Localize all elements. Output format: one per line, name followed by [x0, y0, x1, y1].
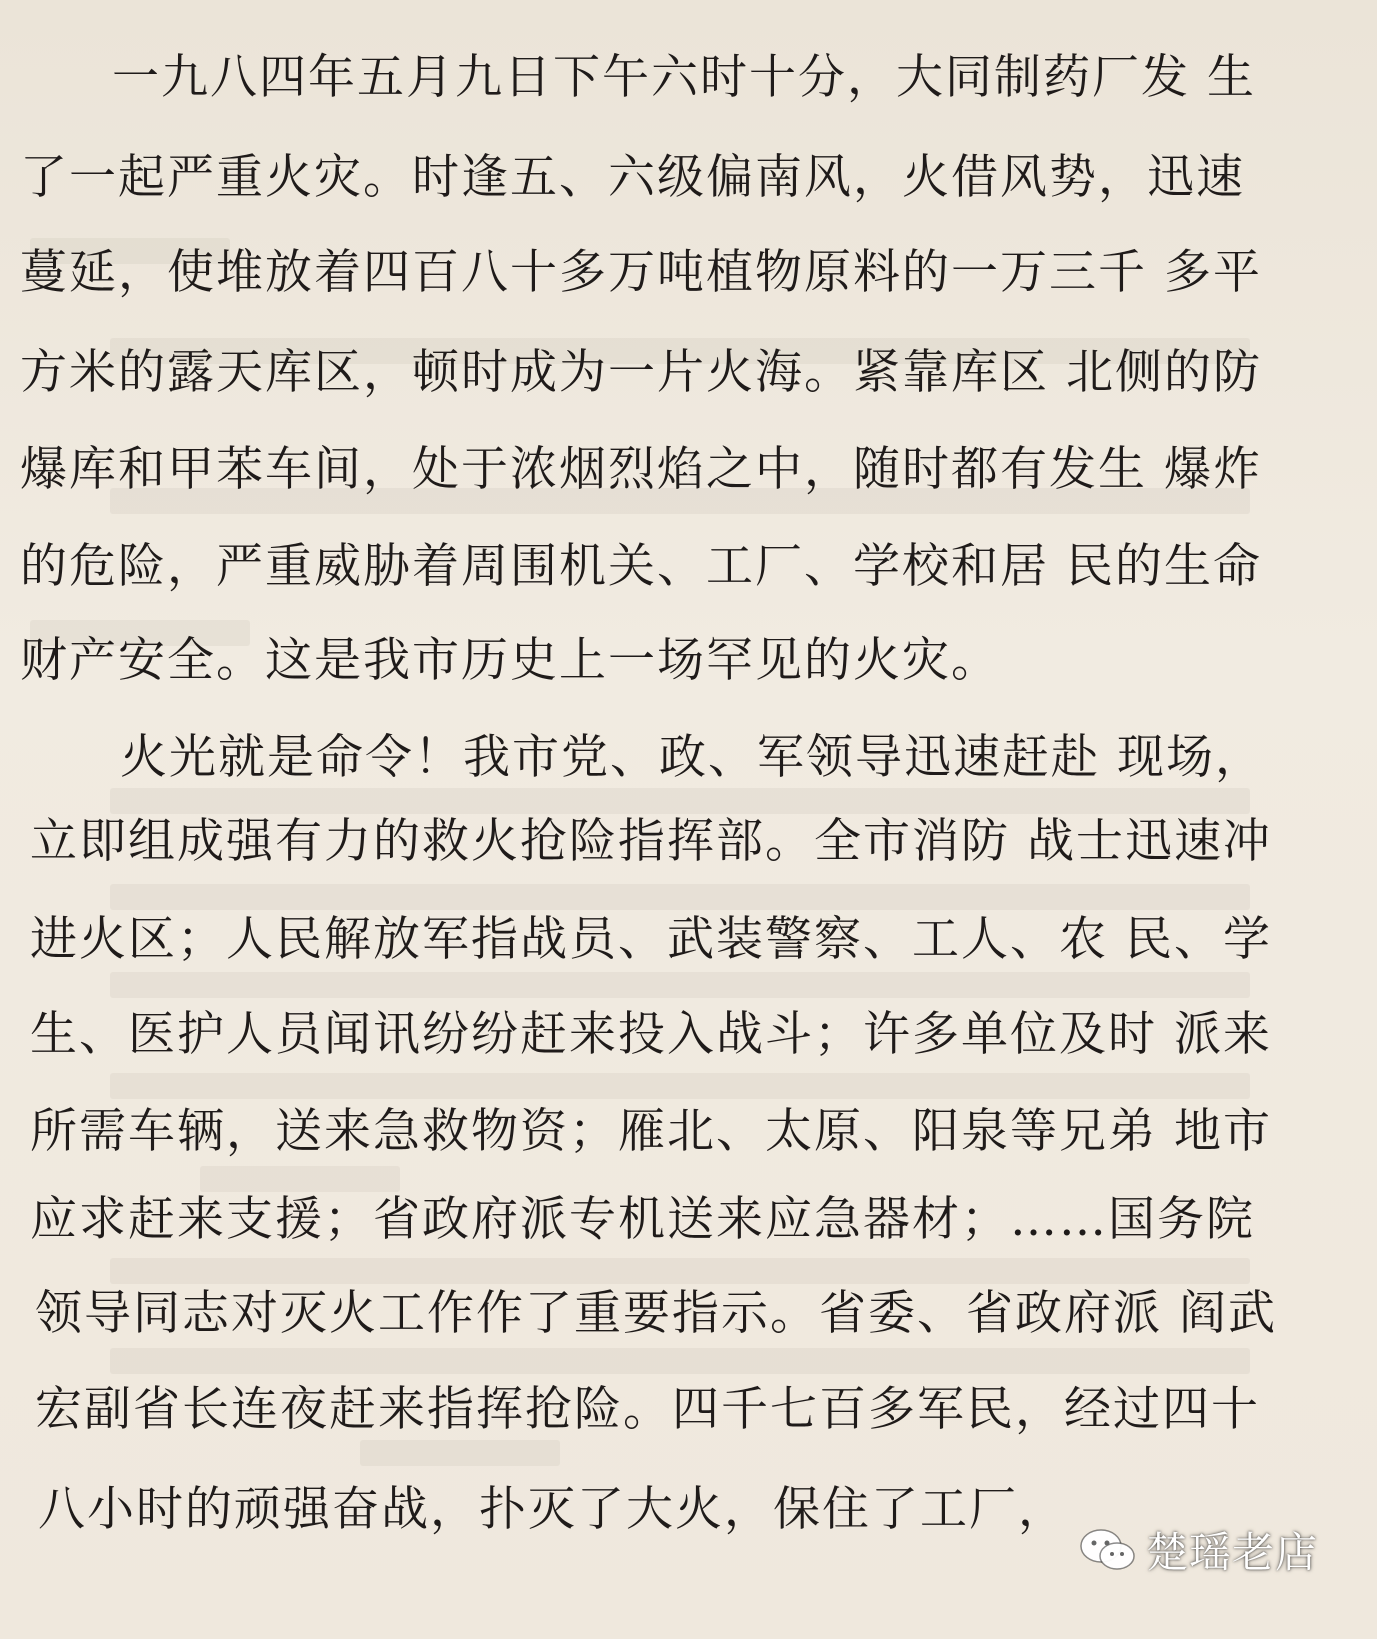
paragraph2-line: 宏副省长连夜赶来指挥抢险。四千七百多军民，经过四十: [35, 1382, 1260, 1437]
paragraph1-line: 的危险，严重威胁着周围机关、工厂、学校和居 民的生命: [20, 539, 1262, 594]
paragraph1-line: 蔓延，使堆放着四百八十多万吨植物原料的一万三千 多平: [20, 245, 1262, 300]
wechat-icon: [1078, 1525, 1138, 1575]
watermark-text: 楚瑶老店: [1146, 1528, 1319, 1577]
paragraph2-line: 应求赶来支援；省政府派专机送来应急器材；……国务院: [30, 1192, 1255, 1247]
watermark: [1078, 1515, 1318, 1585]
paragraph1-line: 爆库和甲苯车间，处于浓烟烈焰之中，随时都有发生 爆炸: [20, 442, 1262, 497]
paragraph2-line: 火光就是命令！我市党、政、军领导迅速赶赴 现场，: [120, 730, 1264, 785]
paragraph2-line: 生、医护人员闻讯纷纷赶来投入战斗；许多单位及时 派来: [30, 1007, 1272, 1062]
top-cut-off-text: [40, 0, 1340, 14]
paragraph2-line: 领导同志对灭火工作作了重要指示。省委、省政府派 阎武: [35, 1286, 1277, 1341]
paragraph1-line: 一九八四年五月九日下午六时十分，大同制药厂发 生: [112, 50, 1256, 105]
paragraph1-line: 财产安全。这是我市历史上一场罕见的火灾。: [20, 633, 1000, 688]
paragraph2-line: 所需车辆，送来急救物资；雁北、太原、阳泉等兄弟 地市: [30, 1104, 1272, 1159]
paragraph2-line: 进火区；人民解放军指战员、武装警察、工人、农 民、学: [30, 912, 1272, 967]
paragraph1-line: 方米的露天库区，顿时成为一片火海。紧靠库区 北侧的防: [20, 345, 1262, 400]
paragraph2-line: 立即组成强有力的救火抢险指挥部。全市消防 战士迅速冲: [30, 814, 1272, 869]
paragraph1-line: 了一起严重火灾。时逢五、六级偏南风，火借风势，迅速: [20, 150, 1245, 205]
paragraph2-line: 八小时的顽强奋战，扑灭了大火，保住了工厂，: [38, 1482, 1067, 1537]
